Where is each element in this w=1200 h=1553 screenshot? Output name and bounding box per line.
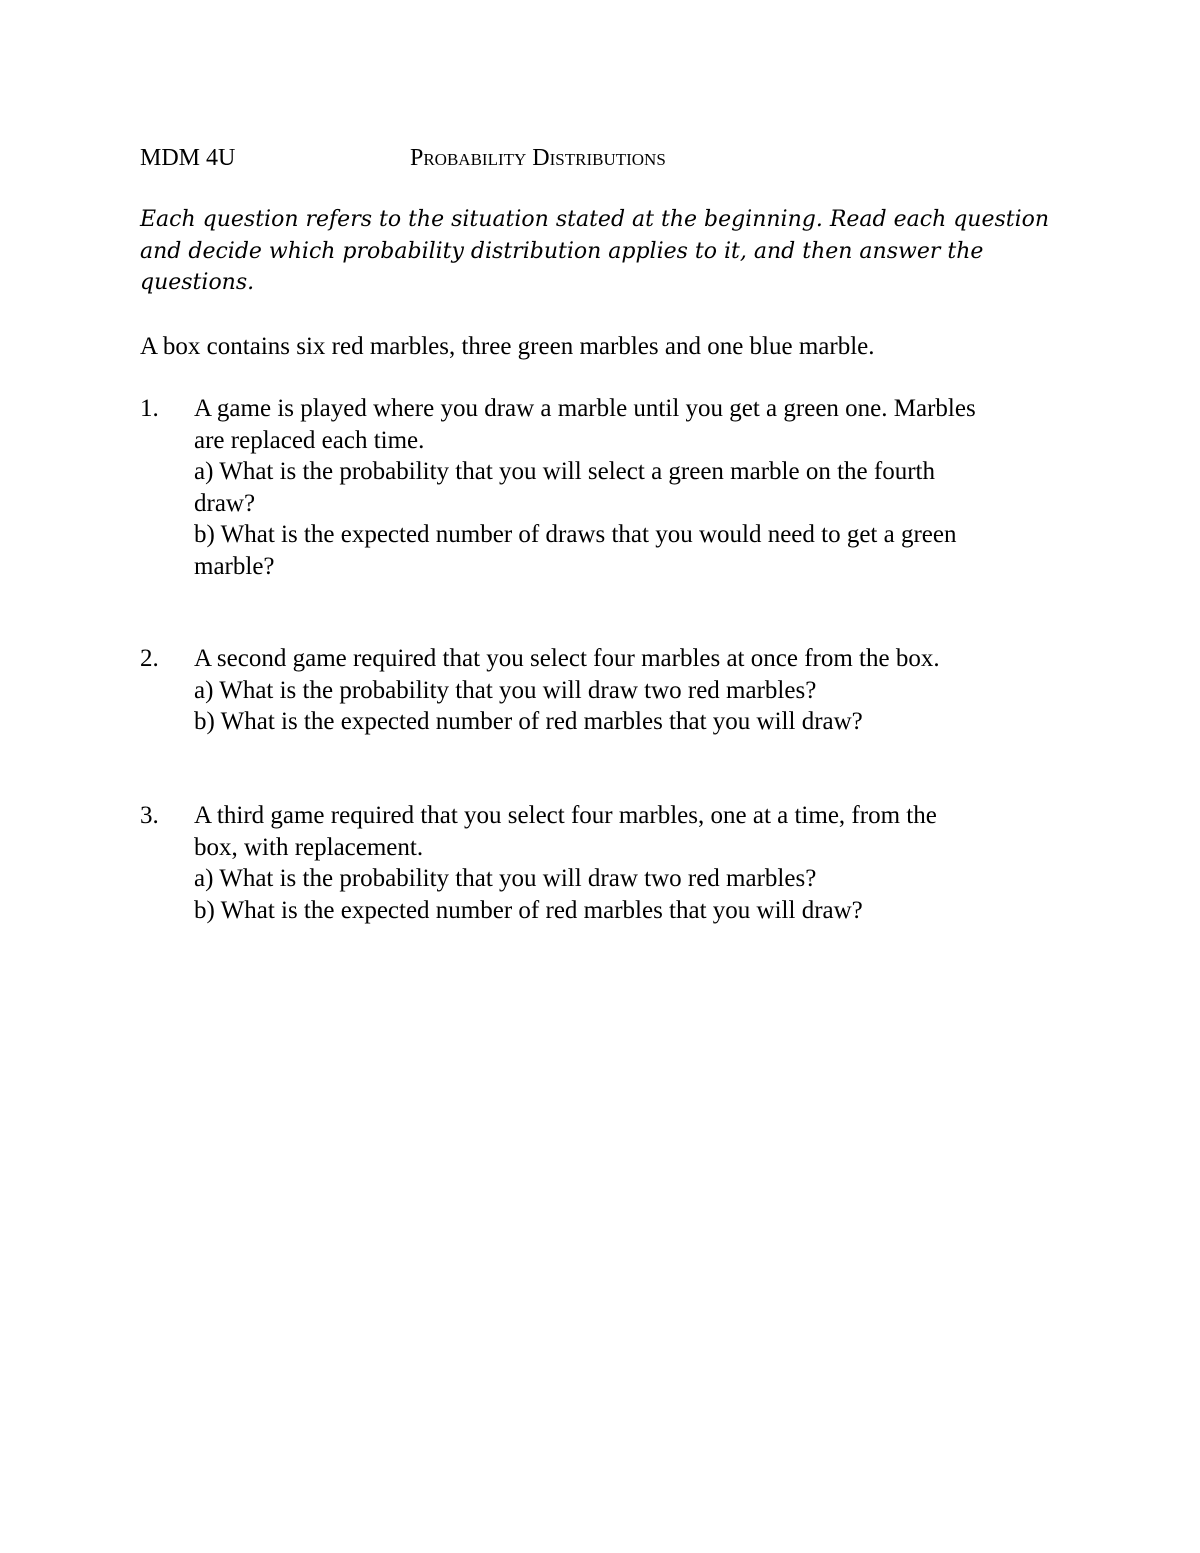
question-text	[194, 643, 1074, 738]
question-line: a) What is the probability that you will select a green marble on the fourth	[194, 458, 935, 485]
course-code: MDM 4U	[140, 145, 236, 171]
question-line: A second game required that you select four marbles at once from the box.	[194, 645, 940, 672]
question-line: A game is played where you draw a marble until you get a green one. Marbles	[194, 395, 976, 422]
document-header	[140, 142, 1040, 176]
question-line: are replaced each time.	[194, 426, 425, 454]
instructions-line: questions.	[140, 270, 255, 295]
question-text	[194, 393, 1074, 582]
question-line: draw?	[194, 489, 256, 517]
question-line: b) What is the expected number of red marbles that you will draw?	[194, 708, 863, 735]
scenario-statement: A box contains six red marbles, three green marbles and one blue marble.	[140, 333, 875, 360]
question-line: A third game required that you select four marbles, one at a time, from the	[194, 802, 937, 829]
question-line: a) What is the probability that you will draw two red marbles?	[194, 865, 817, 892]
question-line: a) What is the probability that you will draw two red marbles?	[194, 676, 817, 704]
instructions-line: and decide which probability distribution applies to it, and then answer the	[140, 238, 984, 264]
question-line: b) What is the expected number of red marbles that you will draw?	[194, 896, 863, 924]
question-number: 2.	[140, 645, 159, 672]
instructions	[140, 204, 1050, 299]
question-line: b) What is the expected number of draws that you would need to get a green	[194, 521, 957, 548]
question-number: 1.	[140, 395, 159, 422]
question-line: box, with replacement.	[194, 833, 424, 861]
question-text	[194, 800, 1074, 926]
instructions-line: Each question refers to the situation stated at the beginning. Read each question	[140, 207, 1050, 232]
document-title: Probability Distributions	[410, 145, 666, 171]
question-line: marble?	[194, 552, 275, 580]
question-number: 3.	[140, 802, 159, 829]
